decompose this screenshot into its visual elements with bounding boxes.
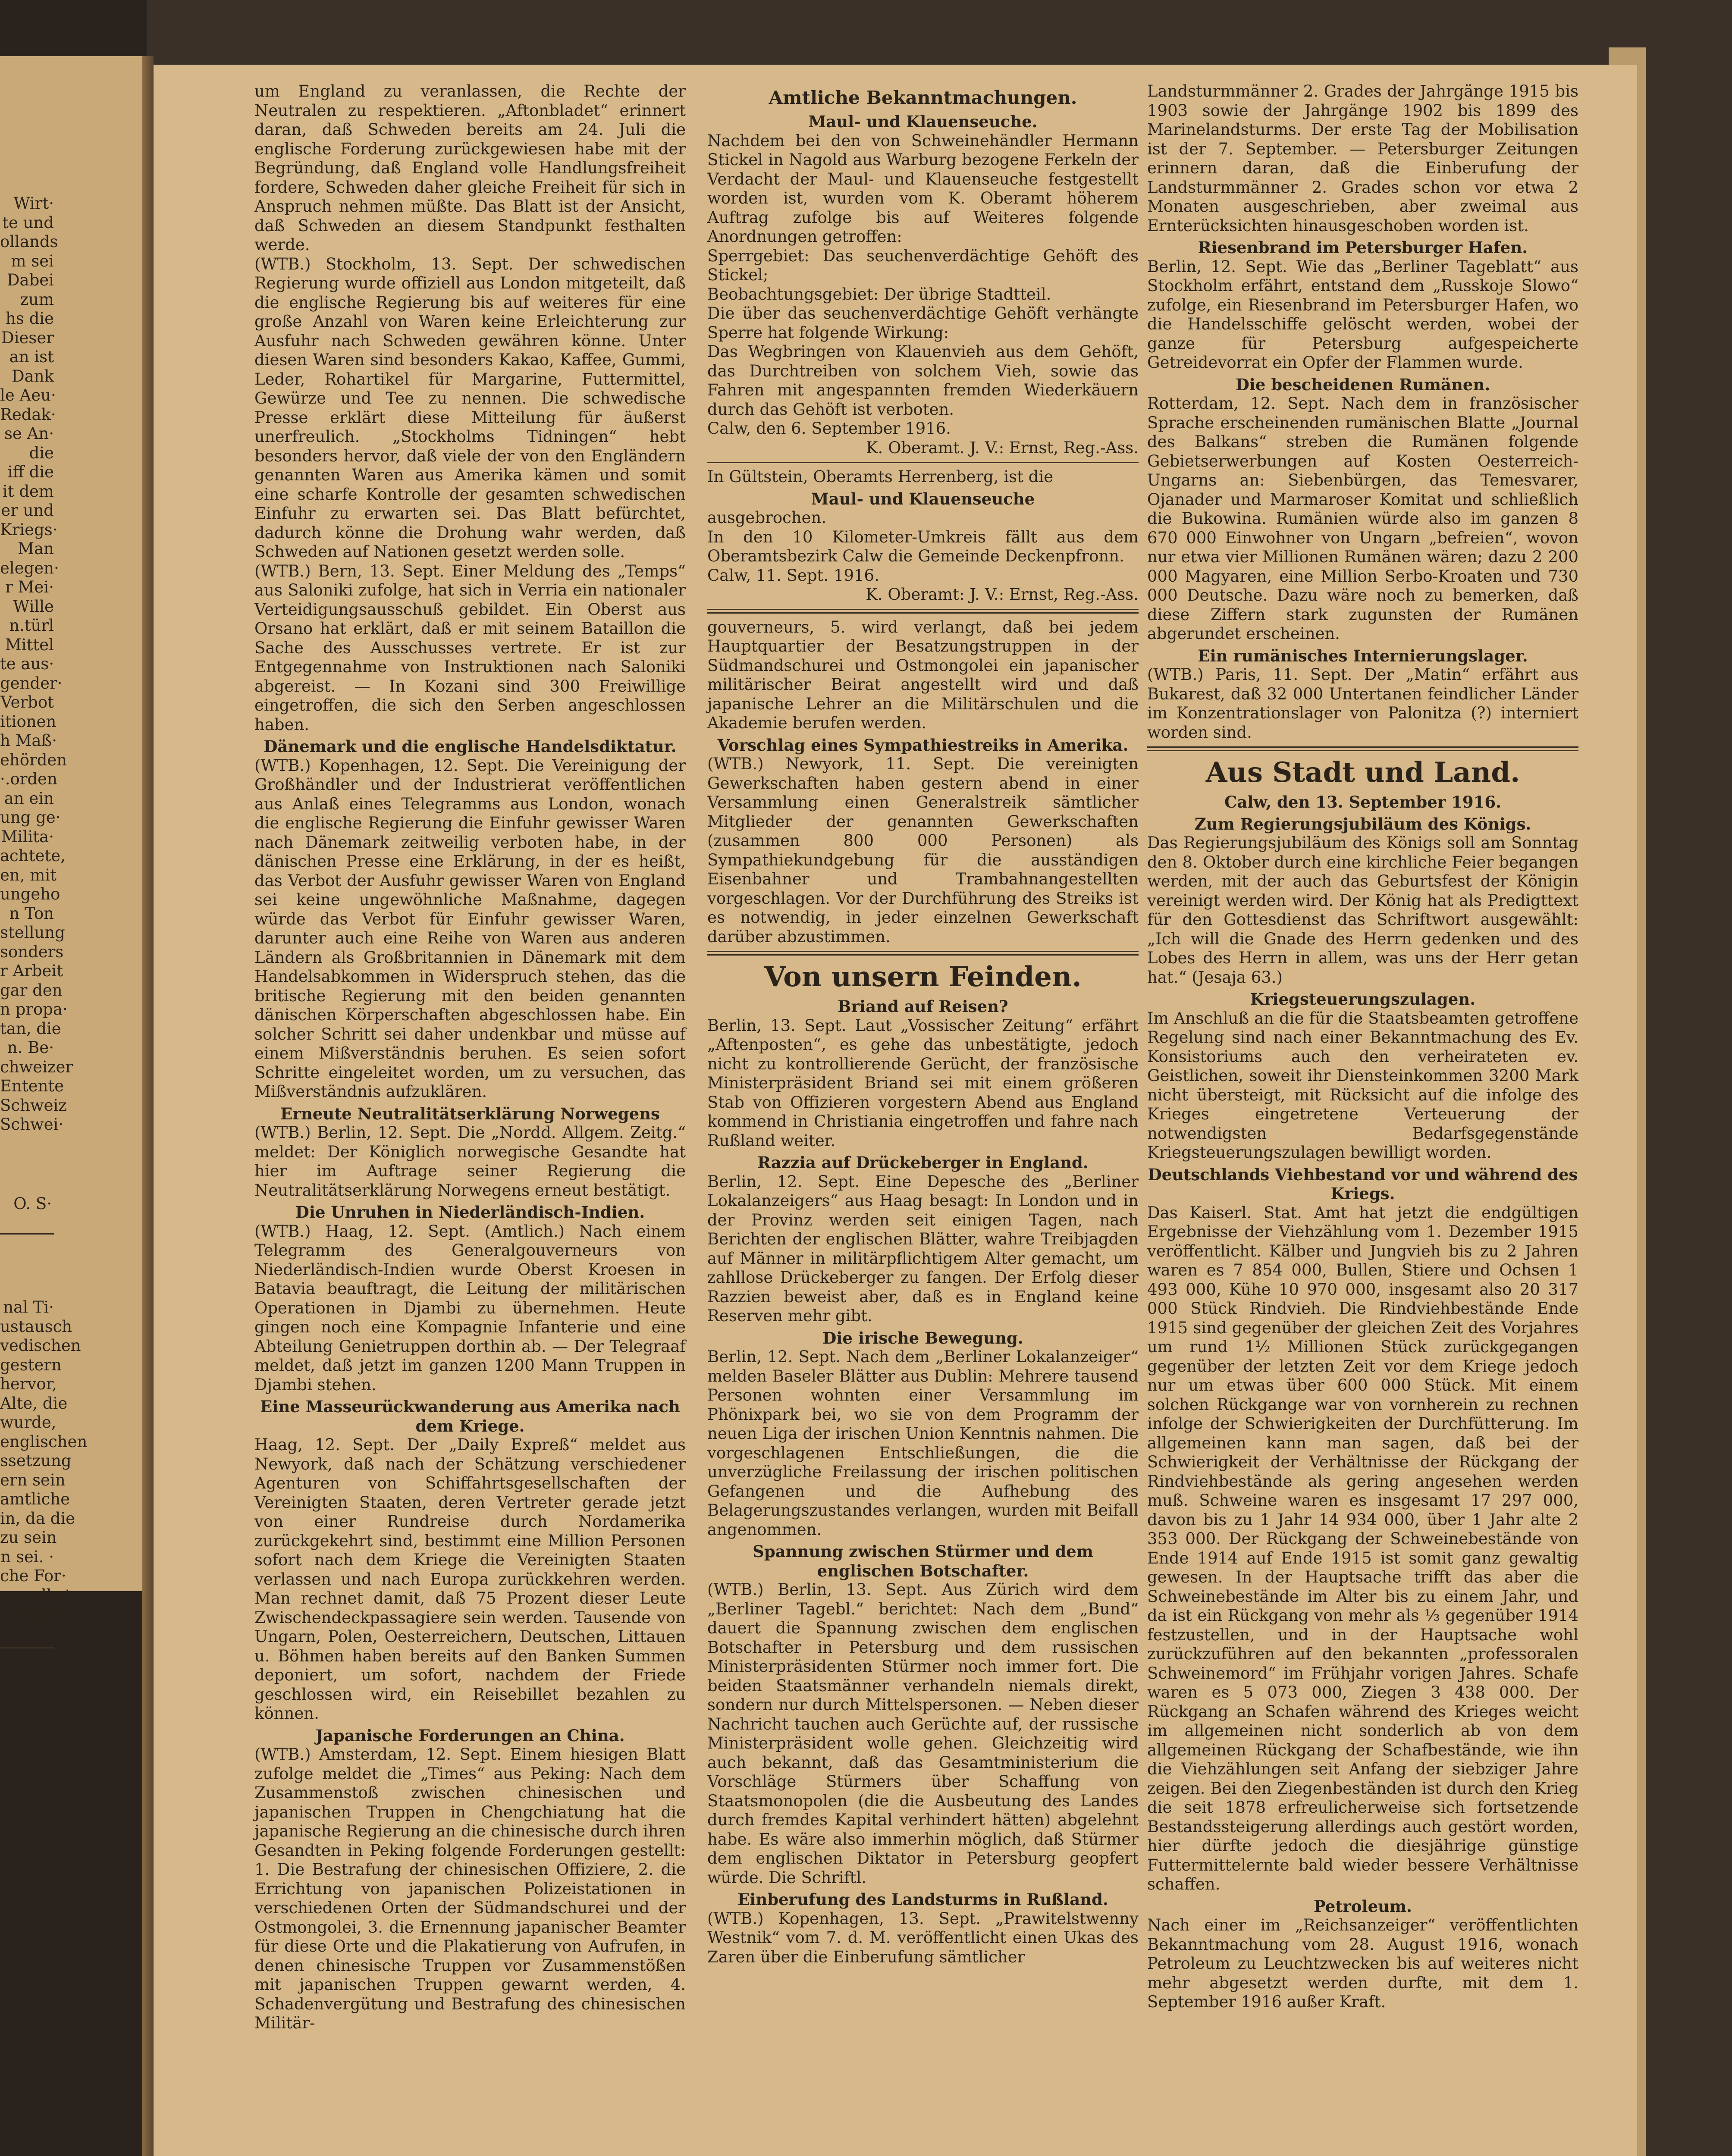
paragraph: Sperrgebiet: Das seuchenverdächtige Gehöft des Stickel; <box>707 246 1139 284</box>
article-heading: Eine Masseurückwanderung aus Amerika nach dem Kriege. <box>260 1397 680 1435</box>
article-heading: Dänemark und die englische Handelsdiktatur. <box>264 737 677 756</box>
paragraph: Nachdem bei den von Schweinehändler Hermann Stickel in Nagold aus Warburg bezogene Ferkeln der Verdacht der Maul- und Klauenseuche festgestellt worden ist, wurden vom K. Oberamt höherem Auftrag zufolge bis auf Weiteres folgende Anordnungen getroffen: <box>707 131 1139 246</box>
column-rule <box>707 462 1139 463</box>
paragraph: In den 10 Kilometer-Umkreis fällt aus dem Oberamtsbezirk Calw die Gemeinde Deckenpfronn. <box>707 527 1139 565</box>
paragraph: Landsturmmänner 2. Grades der Jahrgänge 1915 bis 1903 sowie der Jahrgänge 1902 bis 1899 des Marinelandsturms. Der erste Tag der Mobilisation ist der 7. September. — Petersburger Zeitungen erinnern daran, daß die Einberufung der Landsturmmänner 2. Grades schon vor etwa 2 Monaten ausgeschrieben, aber zweimal aus Ernterücksichten hinausgeschoben worden ist. <box>1147 82 1578 235</box>
paragraph: Das Wegbringen von Klauenvieh aus dem Gehöft, das Durchtreiben von solchem Vieh, sowie das Fahren mit angespannten fremden Wiederkäuern durch das Gehöft ist verboten. <box>707 342 1139 419</box>
paragraph: gouverneurs, 5. wird verlangt, daß bei jedem Hauptquartier der Besatzungstruppen in der Südmandschurei und Ostmongolei ein japanischer militärischer Beirat angestellt wird und daß japanische Lehrer an die Militärschulen und die Akademie berufen werden. <box>707 617 1139 732</box>
article-heading: Ein rumänisches Internierungslager. <box>1198 646 1528 665</box>
article-heading: Petroleum. <box>1313 1896 1412 1916</box>
article-heading: Die irische Bewegung. <box>822 1328 1023 1348</box>
article-heading: Die Unruhen in Niederländisch-Indien. <box>295 1203 645 1222</box>
paragraph: (WTB.) Berlin, 12. Sept. Die „Nordd. Allgem. Zeitg.“ meldet: Der Königlich norwegische Gesandte hat hier im Auftrage seiner Regierung die Neutralitätserklärung Norwegens erneut bestätigt. <box>254 1123 686 1200</box>
paragraph: (WTB.) Berlin, 13. Sept. Aus Zürich wird dem „Berliner Tagebl.“ berichtet: Nach dem „Bund“ dauert die Spannung zwischen dem englischen Botschafter in Petersburg und dem russischen Ministerpräsidenten Stürmer noch immer fort. Die beiden Staatsmänner verhandeln niemals direkt, sondern nur durch Mittelspersonen. — Neben dieser Nachricht tauchen auch Gerüchte auf, der russische Ministerpräsident wolle gehen. Gleichzeitig wird auch bekannt, daß das Gesamtministerium die Vorschläge Stürmers über Schaffung von Staatsmonopolen (die die Ausbeutung des Landes durch fremdes Kapital verhindert hätten) abgelehnt habe. Es wäre also immerhin möglich, daß Stürmer dem englischen Diktator in Petersburg geopfert würde. Die Schriftl. <box>707 1580 1139 1887</box>
left-fragment-rule-bottom <box>0 1647 54 1648</box>
paragraph: (WTB.) Paris, 11. Sept. Der „Matin“ erfährt aus Bukarest, daß 32 000 Untertanen feindlicher Länder im Konzentrationslager von Palonitza (?) interniert worden sind. <box>1147 665 1578 742</box>
article-heading: Maul- und Klauenseuche <box>811 489 1035 508</box>
dateline: Calw, den 13. September 1916. <box>1224 793 1502 812</box>
article-heading: Briand auf Reisen? <box>838 997 1008 1016</box>
paragraph: um England zu veranlassen, die Rechte der Neutralen zu respektieren. „Aftonbladet“ erinnert daran, daß Schweden bereits am 24. Juli die englische Forderung zurückgewiesen habe mit der Begründung, daß England volle Handlungsfreiheit fordere, Schweden daher gleiche Freiheit für sich in Anspruch nehmen müßte. Das Blatt ist der Ansicht, daß Schweden an diesem Standpunkt festhalten werde. <box>254 82 686 254</box>
article-heading: Die bescheidenen Rumänen. <box>1235 375 1490 394</box>
paragraph: Calw, den 6. September 1916. <box>707 419 951 438</box>
paragraph: Berlin, 13. Sept. Laut „Vossischer Zeitung“ erfährt „Aftenposten“, es gehe das unbestätigte, jedoch nicht zu kontrollierende Gerücht, der französische Ministerpräsident Briand sei mit einem größeren Stab von Offizieren vorgestern Abend aus England kommend in Christiania eingetroffen und fahre nach Rußland weiter. <box>707 1016 1139 1150</box>
paragraph: (WTB.) Haag, 12. Sept. (Amtlich.) Nach einem Telegramm des Generalgouverneurs von Niederländisch-Indien wurde Oberst Kroesen in Batavia beauftragt, die Leitung der militärischen Operationen in Djambi zu übernehmen. Heute gingen noch eine Kompagnie Infanterie und eine Abteilung Genietruppen dorthin ab. — Der Telegraaf meldet, daß jetzt im ganzen 1200 Mann Truppen in Djambi stehen. <box>254 1222 686 1394</box>
section-title: Aus Stadt und Land. <box>1205 756 1520 789</box>
left-fragment-signature: O. S· <box>13 1194 52 1213</box>
section-title: Von unsern Feinden. <box>764 961 1082 993</box>
left-page-fragment <box>0 56 142 1623</box>
signature: K. Oberamt: J. V.: Ernst, Reg.-Ass. <box>866 585 1139 604</box>
paragraph: Berlin, 12. Sept. Wie das „Berliner Tageblatt“ aus Stockholm erfährt, entstand dem „Russkoje Slowo“ zufolge, ein Riesenbrand im Petersburger Hafen, wo die Handelsschiffe gelöscht werden, wobei der ganze für Petersburg aufgespeicherte Getreidevorrat ein Opfer der Flammen wurde. <box>1147 257 1578 372</box>
article-heading: Razzia auf Drückeberger in England. <box>757 1153 1089 1172</box>
left-fragment-text-top: Wirt· te und ollands m sei Dabei zum hs die Dieser an ist Dank le Aeu· Redak· se An· die iff die it dem er und Kriegs· Man elegen· r Mei· Wille n.türl Mittel te aus· gender· Verbot itionen h Maß· ehörden ·.orden an ein ung ge· Milita· achtete, en, mit ungeho n Ton stellung sonders r Arbeit gar den n propa· tan, die n. Be· chweizer Entente Schweiz Schwei· <box>0 194 73 1134</box>
article-heading: Einberufung des Landsturms in Rußland. <box>737 1890 1108 1909</box>
article-heading: Japanische Forderungen an China. <box>315 1726 625 1745</box>
column-1 <box>254 82 686 2033</box>
article-heading: Deutschlands Viehbestand vor und während des Kriegs. <box>1148 1165 1578 1203</box>
paragraph: (WTB.) Bern, 13. Sept. Einer Meldung des „Temps“ aus Saloniki zufolge, hat sich in Verria ein nationaler Verteidigungsausschuß gebildet. Ein Oberst aus Orsano hat erklärt, daß er mit seinem Bataillon die Sache des Ausschusses vertrete. Er ist zur Entgegennahme von Instruktionen nach Saloniki abgereist. — In Kozani sind 300 Freiwillige eingetroffen, die sich den Serben angeschlossen haben. <box>254 561 686 734</box>
signature: K. Oberamt. J. V.: Ernst, Reg.-Ass. <box>866 438 1139 457</box>
article-heading: Kriegsteuerungszulagen. <box>1250 990 1476 1009</box>
left-fragment-rule <box>0 1233 54 1235</box>
paragraph: (WTB.) Amsterdam, 12. Sept. Einem hiesigen Blatt zufolge meldet die „Times“ aus Peking: Nach dem Zusammenstoß zwischen chinesischen und japanischen Truppen in Chengchiatung hat die japanische Regierung an die chinesische durch ihren Gesandten in Peking folgende Forderungen gestellt: 1. Die Bestrafung der chinesischen Offiziere, 2. die Errichtung von japanischen Polizeistationen in verschiedenen Orten der Südmandschurei und der Ostmongolei, 3. die Ernennung japanischer Beamter für diese Orte und die Plakatierung von Aufrufen, in denen chinesische Truppen vor Zusammenstößen mit japanischen Truppen gewarnt werden, 4. Schadenvergütung und Bestrafung des chinesischen Militär- <box>254 1745 686 2032</box>
paragraph: (WTB.) Stockholm, 13. Sept. Der schwedischen Regierung wurde offiziell aus London mitgeteilt, daß die englische Regierung bis auf weiteres für eine große Anzahl von Waren keine Erleichterung zur Ausfuhr nach Schweden gewähren könne. Unter diesen Waren sind besonders Kakao, Kaffee, Gummi, Leder, Rohartikel für Margarine, Futtermittel, Gewürze und Tee zu nennen. Die schwedische Presse erklärt diese Mitteilung für äußerst unerfreulich. „Stockholms Tidningen“ hebt besonders hervor, daß viele der von den Engländern genannten Waren aus Amerika kämen und somit eine scharfe Kontrolle der gesamten schwedischen Einfuhr zu erwarten sei. Das Blatt befürchtet, dadurch könne die Drohung wahr werden, daß Schweden auf Nationen gesetzt werden solle. <box>254 254 686 561</box>
paragraph: Haag, 12. Sept. Der „Daily Expreß“ meldet aus Newyork, daß nach der Schätzung verschiedener Agenturen von Schiffahrtsgesellschaften der Vereinigten Staaten, deren Vertreter gerade jetzt von einer Rundreise durch Nordamerika zurückgekehrt sind, bestimmt eine Million Personen sofort nach dem Kriege die Vereinigten Staaten verlassen und nach Europa zurückkehren werden. Man rechnet damit, daß 75 Prozent dieser Leute Zwischendeckpassagiere sein werden. Tausende von Ungarn, Polen, Oesterreichern, Deutschen, Littauen u. Böhmen haben bereits auf den Banken Summen deponiert, um sofort, nachdem der Friede geschlossen wird, ein Reisebillet bezahlen zu können. <box>254 1435 686 1723</box>
column-rule <box>1147 746 1578 751</box>
column-rule <box>707 609 1139 614</box>
paragraph: Berlin, 12. Sept. Eine Depesche des „Berliner Lokalanzeigers“ aus Haag besagt: In London und in der Provinz werden seit einigen Tagen, nach Berichten der englischen Blätter, wahre Treibjagden auf Männer in militärpflichtigem Alter gemacht, um zahllose Drückeberger zu fangen. Der Erfolg dieser Razzien beweist aber, daß es in England keine Reserven mehr gibt. <box>707 1172 1139 1325</box>
article-heading: Spannung zwischen Stürmer und dem englischen Botschafter. <box>753 1542 1093 1580</box>
paragraph: Im Anschluß an die für die Staatsbeamten getroffene Regelung sind nach einer Bekanntmachung des Ev. Konsistoriums auch den verheirateten ev. Geistlichen, soweit ihr Diensteinkommen 3200 Mark nicht übersteigt, mit Rücksicht auf die infolge des Krieges eingetretene Verteuerung der notwendigsten Bedarfsgegenstände Kriegsteuerungszulagen bewilligt worden. <box>1147 1009 1578 1162</box>
paragraph: Nach einer im „Reichsanzeiger“ veröffentlichten Bekanntmachung vom 28. August 1916, wonach Petroleum zu Leuchtzwecken bis auf weiteres nicht mehr abgesetzt werden durfte, mit dem 1. September 1916 außer Kraft. <box>1147 1916 1578 2011</box>
paragraph: Das Kaiserl. Stat. Amt hat jetzt die endgültigen Ergebnisse der Viehzählung vom 1. Dezember 1915 veröffentlicht. Kälber und Jungvieh bis zu 2 Jahren waren es 7 854 000, Bullen, Stiere und Ochsen 1 493 000, Kühe 10 970 000, insgesamt also 20 317 000 Stück Rindvieh. Die Rindviehbestände Ende 1915 sind gegenüber der gleichen Zeit des Vorjahres um rund 1½ Millionen Stück zurückgegangen gegenüber der letzten Zeit vor dem Kriege jedoch nur um etwas über 600 000 Stück. Mit einem solchen Rückgange war von vornherein zu rechnen infolge der Schwierigkeiten der Durchfütterung. Im allgemeinen kann man sagen, daß bei der Schwierigkeit der Verhältnisse der Rückgang der Rindviehbestände als gering angesehen werden muß. Schweine waren es insgesamt 17 297 000, davon bis zu 1 Jahr 14 934 000, über 1 Jahr alte 2 353 000. Der Rückgang der Schweinebestände von Ende 1914 auf Ende 1915 ist somit ganz gewaltig gewesen. In der Hauptsache trifft das aber die Schweinebestände im Alter bis zu einem Jahr, und da ist ein Rückgang von mehr als ⅓ gegenüber 1914 festzustellen, und in der Hauptsache wohl zurückzuführen auf den bekannten „professoralen Schweinemord“ im Frühjahr vorigen Jahres. Schafe waren es 5 073 000, Ziegen 3 438 000. Der Rückgang an Schafen während des Krieges weicht im allgemeinen nicht sonderlich ab von dem allgemeinen Rückgang der Schafbestände, wie ihn die Viehzählungen seit Anfang der siebziger Jahre zeigen. Bei den Ziegenbeständen ist durch den Krieg die seit 1878 erfreulicherweise sich fortsetzende Bestandssteigerung allerdings auch gestört worden, hier dürfte jedoch die diesjährige günstige Futtermittelernte bald wieder bessere Verhältnisse schaffen. <box>1147 1203 1578 1893</box>
paragraph: (WTB.) Kopenhagen, 13. Sept. „Prawitelstwenny Westnik“ vom 7. d. M. veröffentlicht einen Ukas des Zaren über die Einberufung sämtlicher <box>707 1909 1139 1966</box>
paragraph: In Gültstein, Oberamts Herrenberg, ist die <box>707 467 1054 486</box>
paragraph: Die über das seuchenverdächtige Gehöft verhängte Sperre hat folgende Wirkung: <box>707 304 1139 342</box>
column-rule <box>707 951 1139 956</box>
article-heading: Riesenbrand im Petersburger Hafen. <box>1198 238 1528 257</box>
paragraph: Das Regierungsjubiläum des Königs soll am Sonntag den 8. Oktober durch eine kirchliche Feier begangen werden, mit der auch das Geburtsfest der Königin vereinigt werden wird. Der König hat als Predigttext für den Gottesdienst das Schriftwort ausgewählt: „Ich will die Gnade des Herrn gedenken und des Lobes des Herrn in allem, was uns der Herr getan hat.“ (Jesaja 63.) <box>1147 834 1578 987</box>
article-heading: Maul- und Klauenseuche. <box>808 112 1038 131</box>
page-fold <box>142 56 154 2156</box>
paragraph: ausgebrochen. <box>707 508 827 527</box>
paragraph: Berlin, 12. Sept. Nach dem „Berliner Lokalanzeiger“ melden Baseler Blätter aus Dublin: Mehrere tausend Personen wohnten einer Versammlung im Phönixpark bei, wo sie von dem Programm der neuen Liga der irischen Union Kenntnis nahmen. Die vorgeschlagenen Entschließungen, die die unverzügliche Freilassung der irischen politischen Gefangenen und die Aufhebung des Belagerungszustandes verlangen, wurden mit Beifall angenommen. <box>707 1348 1139 1539</box>
paragraph: Calw, 11. Sept. 1916. <box>707 566 879 585</box>
section-title: Amtliche Bekanntmachungen. <box>769 87 1077 108</box>
article-heading: Zum Regierungsjubiläum des Königs. <box>1194 814 1531 834</box>
paragraph: Beobachtungsgebiet: Der übrige Stadtteil. <box>707 285 1051 304</box>
article-heading: Erneute Neutralitätserklärung Norwegens <box>280 1104 660 1123</box>
column-2 <box>707 82 1139 1967</box>
article-heading: Vorschlag eines Sympathiestreiks in Amerika. <box>717 735 1129 755</box>
paragraph: (WTB.) Kopenhagen, 12. Sept. Die Vereinigung der Großhändler und der Industrierat veröffentlichen aus Anlaß eines Telegramms aus London, wonach die englische Regierung die Einfuhr gewisser Waren nach Dänemark zeitweilig verboten habe, in der dänischen Presse eine Erklärung, in der es heißt, das Verbot der Ausfuhr gewisser Waren von England sei keine ungewöhnliche Maßnahme, dagegen würde das Verbot für Einfuhr gewisser Waren, darunter auch eine Reihe von Waren aus anderen Ländern als Großbritannien in Dänemark mit dem Handelsabkommen in Widerspruch stehen, das die britische Regierung mit den beiden genannten dänischen Körperschaften abgeschlossen habe. Ein solcher Schritt sei daher undenkbar und müsse auf einem Mißverständnis beruhen. Es seien sofort Schritte eingeleitet worden, um zu versuchen, das Mißverständnis aufzuklären. <box>254 756 686 1101</box>
column-3 <box>1147 82 1578 2012</box>
left-fragment-text-bottom: nal Ti· ustausch vedischen gestern hervor, Alte, die wurde, englischen ssetzung ern sein amtliche in, da die zu sein n sei. · che For· vo selbst n müsse, <box>0 1298 88 1623</box>
paragraph: (WTB.) Newyork, 11. Sept. Die vereinigten Gewerkschaften haben gestern abend in einer Versammlung einen Generalstreik sämtlicher Mitglieder der genannten Gewerkschaften (zusammen 800 000 Personen) als Sympathiekundgebung für die ausständigen Eisenbahner und Trambahnangestellten vorgeschlagen. Vor der Durchführung des Streiks ist es notwendig, in jeder einzelnen Gewerkschaft darüber abzustimmen. <box>707 755 1139 946</box>
paragraph: Rotterdam, 12. Sept. Nach dem in französischer Sprache erscheinenden rumänischen Blatte „Journal des Balkans“ streben die Rumänen folgende Gebietserwerbungen auf Kosten Oesterreich-Ungarns an: Siebenbürgen, das Temesvarer, Ojanader und Marmaroser Komitat und schließlich die Bukowina. Rumänien würde also im ganzen 8 670 000 Einwohner von Ungarn „befreien“, wovon nur etwa vier Millionen Rumänen wären; dazu 2 200 000 Magyaren, eine Million Serbo-Kroaten und 730 000 Deutsche. Dazu wäre noch zu bemerken, daß diese Ziffern stark zugunsten der Rumänen abgerundet erscheinen. <box>1147 394 1578 643</box>
